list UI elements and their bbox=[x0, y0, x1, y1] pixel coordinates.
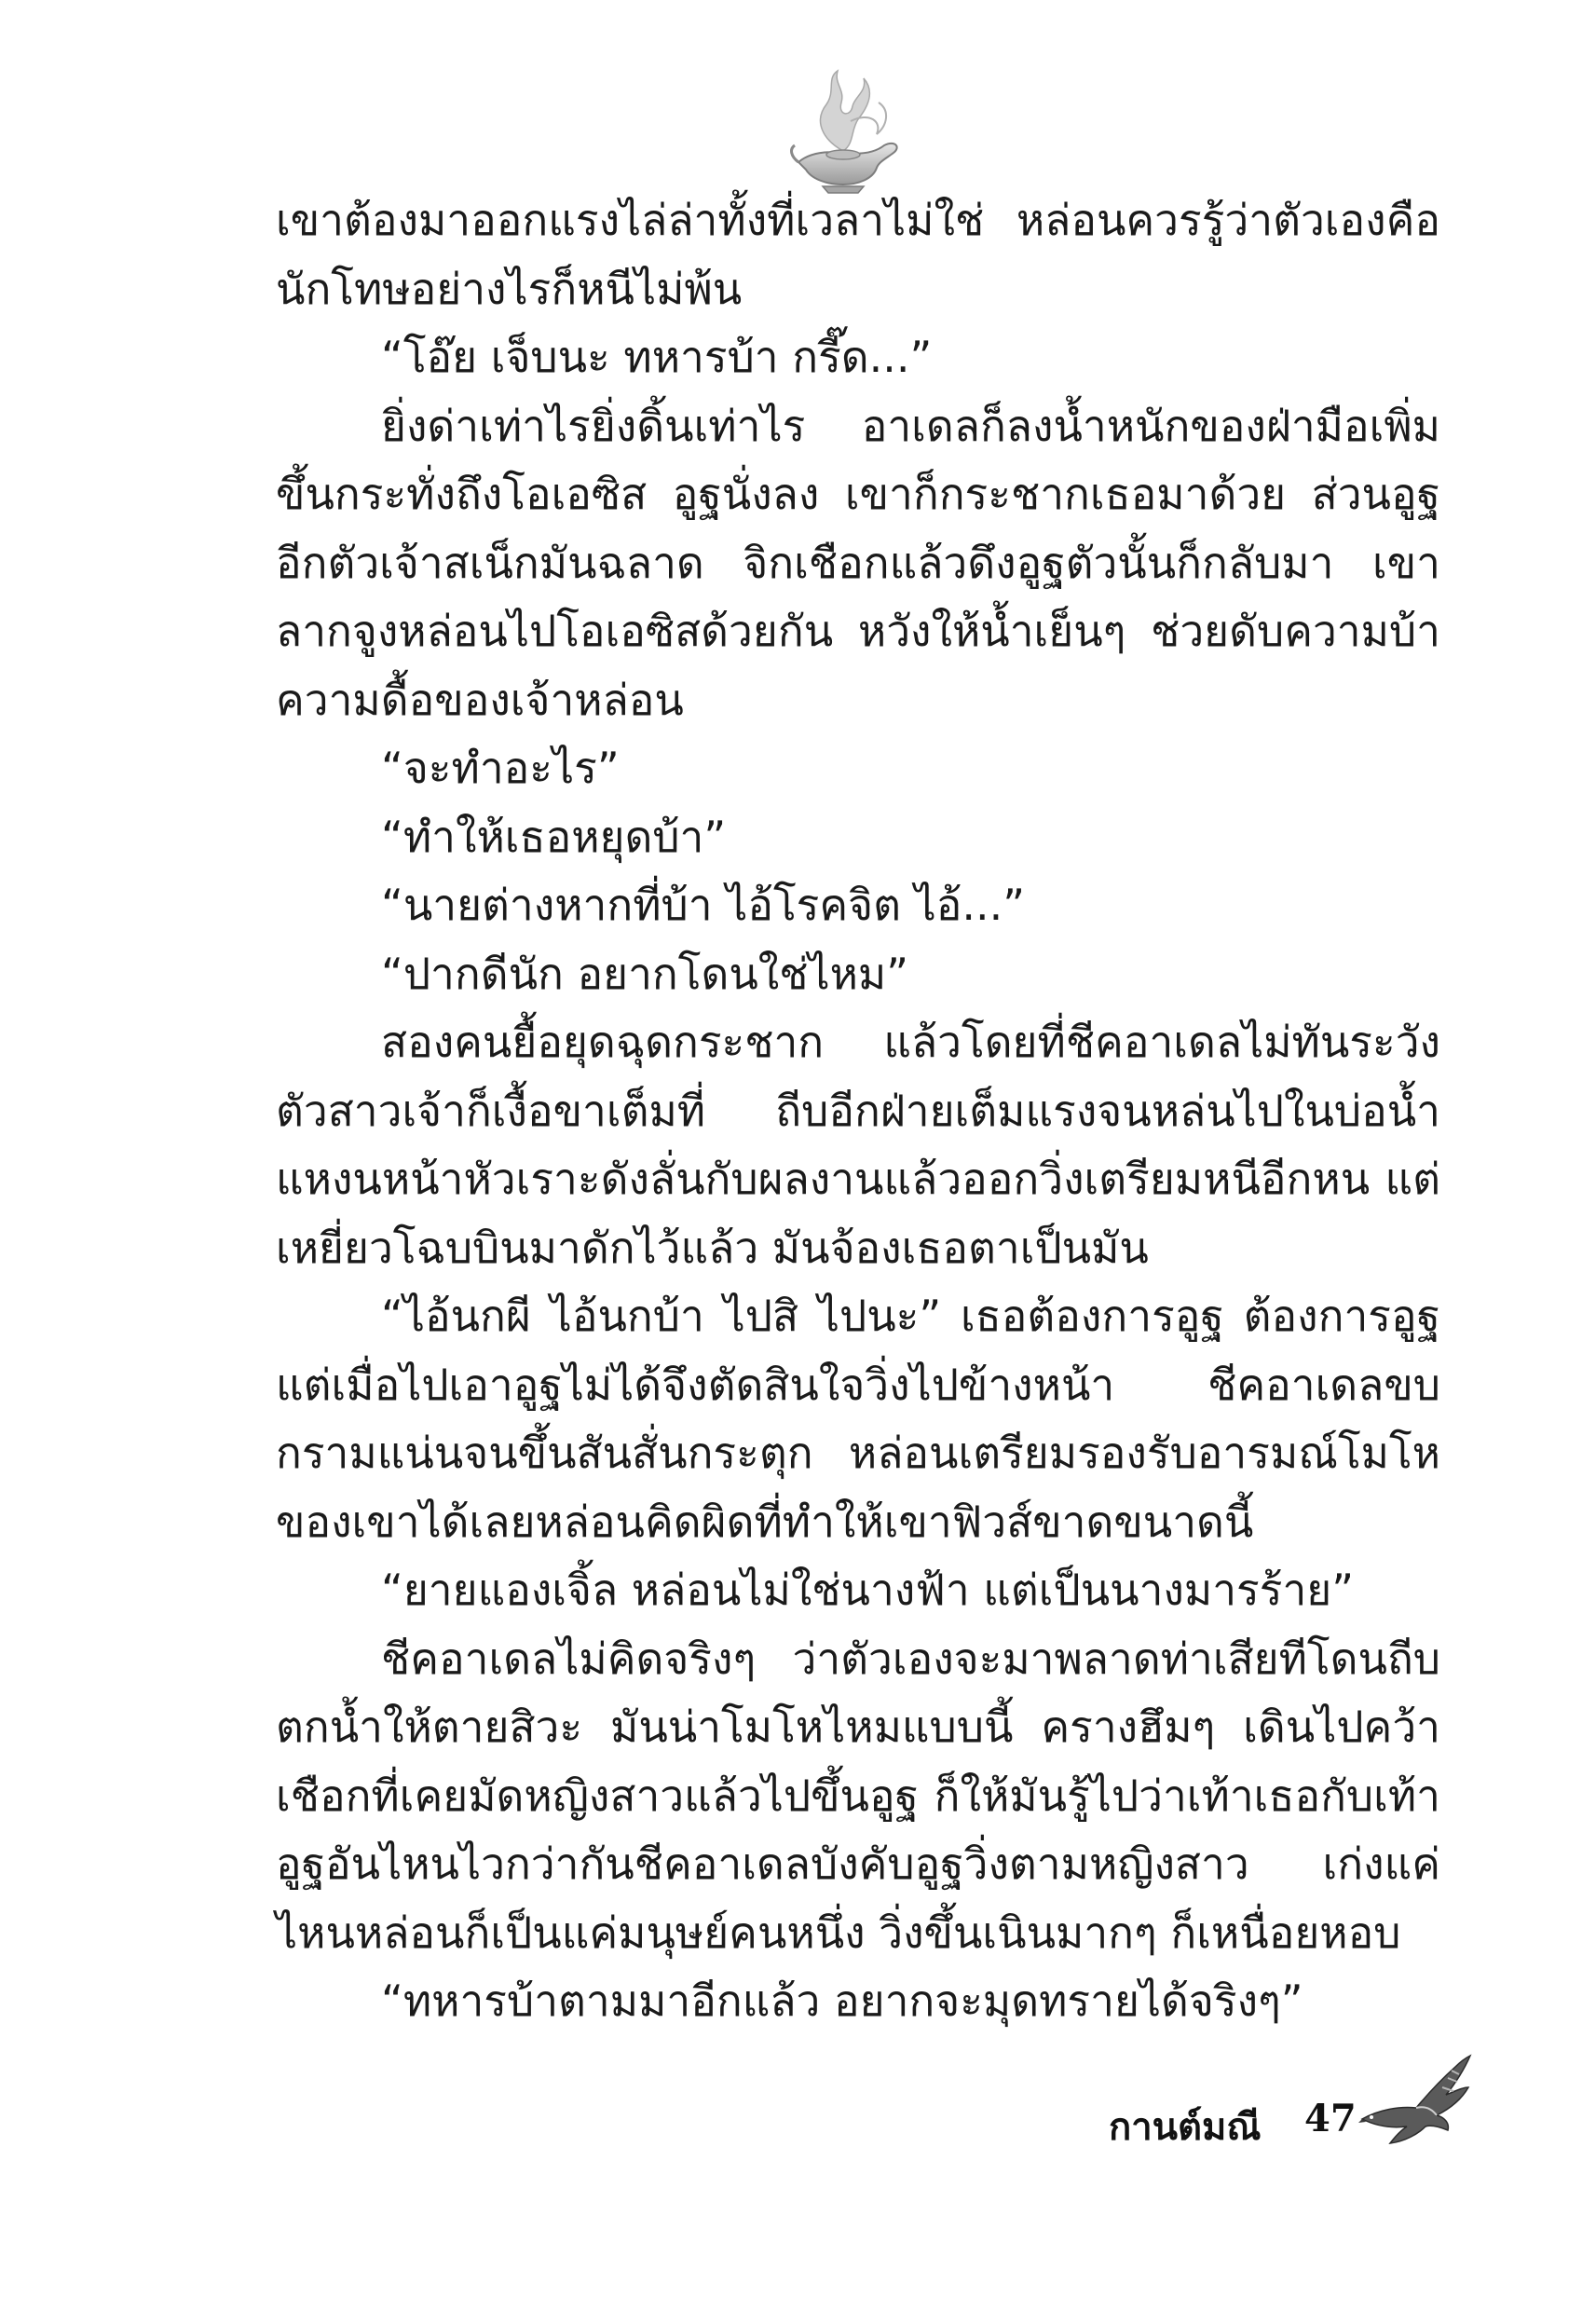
paragraph: ชีคอาเดลไม่คิดจริงๆ ว่าตัวเองจะมาพลาดท่าเสียทีโดนถีบตกน้ำให้ตายสิวะ มันน่าโมโหไหมแบบนี้ ครางฮึมๆ เดินไปคว้าเชือกที่เคยมัดหญิงสาวแล้วไปขึ้นอูฐ ก็ให้มันรู้ไปว่าเท้าเธอกับเท้าอูฐอันไหนไวกว่ากันชีคอาเดลบังคับอูฐวิ่งตามหญิงสาว เก่งแค่ไหนหล่อนก็เป็นแค่มนุษย์คนหนึ่ง วิ่งขึ้นเนินมากๆ ก็เหนื่อยหอบ bbox=[276, 1633, 1440, 1958]
paragraph: “ทหารบ้าตามมาอีกแล้ว อยากจะมุดทรายได้จริงๆ” bbox=[381, 1976, 1303, 2026]
page-number: 47 bbox=[1304, 2097, 1357, 2140]
paragraph: “ยายแองเจิ้ล หล่อนไม่ใช่นางฟ้า แต่เป็นนางมารร้าย” bbox=[381, 1565, 1355, 1615]
paragraph: “โอ๊ย เจ็บนะ ทหารบ้า กรี๊ด...” bbox=[381, 332, 933, 382]
paragraph: “ไอ้นกผี ไอ้นกบ้า ไปสิ ไปนะ” เธอต้องการอูฐ ต้องการอูฐแต่เมื่อไปเอาอูฐไม่ได้จึงตัดสินใจวิ่งไปข้างหน้า ชีคอาเดลขบกรามแน่นจนขึ้นสันสั่นกระตุก หล่อนเตรียมรองรับอารมณ์โมโหของเขาได้เลยหล่อนคิดผิดที่ทำให้เขาฟิวส์ขาดขนาดนี้ bbox=[276, 1291, 1440, 1547]
paragraph: สองคนยื้อยุดฉุดกระชาก แล้วโดยที่ชีคอาเดลไม่ทันระวังตัวสาวเจ้าก็เงื้อขาเต็มที่ ถีบอีกฝ่ายเต็มแรงจนหล่นไปในบ่อน้ำ แหงนหน้าหัวเราะดังลั่นกับผลงานแล้วออกวิ่งเตรียมหนีอีกหน แต่เหยี่ยวโฉบบินมาดักไว้แล้ว มันจ้องเธอตาเป็นมัน bbox=[276, 1017, 1440, 1273]
author-name: กานต์มณี bbox=[1109, 2105, 1262, 2149]
story-text bbox=[276, 186, 1440, 2036]
genie-lamp-icon bbox=[785, 65, 907, 196]
page-footer bbox=[1109, 2050, 1472, 2171]
paragraph: ยิ่งด่าเท่าไรยิ่งดิ้นเท่าไร อาเดลก็ลงน้ำหนักของฝ่ามือเพิ่มขึ้นกระทั่งถึงโอเอซิส อูฐนั่งลง เขาก็กระชากเธอมาด้วย ส่วนอูฐอีกตัวเจ้าสเน็กมันฉลาด จิกเชือกแล้วดึงอูฐตัวนั้นก็กลับมา เขาลากจูงหล่อนไปโอเอซิสด้วยกัน หวังให้น้ำเย็นๆ ช่วยดับความบ้าความดื้อของเจ้าหล่อน bbox=[276, 400, 1440, 725]
eagle-icon bbox=[1358, 2050, 1472, 2153]
paragraph: “ทำให้เธอหยุดบ้า” bbox=[381, 811, 727, 862]
paragraph: “ปากดีนัก อยากโดนใช่ไหม” bbox=[381, 948, 909, 999]
paragraph: “นายต่างหากที่บ้า ไอ้โรคจิต ไอ้...” bbox=[381, 880, 1026, 930]
paragraph: “จะทำอะไร” bbox=[381, 743, 620, 793]
paragraph: เขาต้องมาออกแรงไล่ล่าทั้งที่เวลาไม่ใช่ หล่อนควรรู้ว่าตัวเองคือนักโทษอย่างไรก็หนีไม่พ้น bbox=[276, 195, 1440, 314]
